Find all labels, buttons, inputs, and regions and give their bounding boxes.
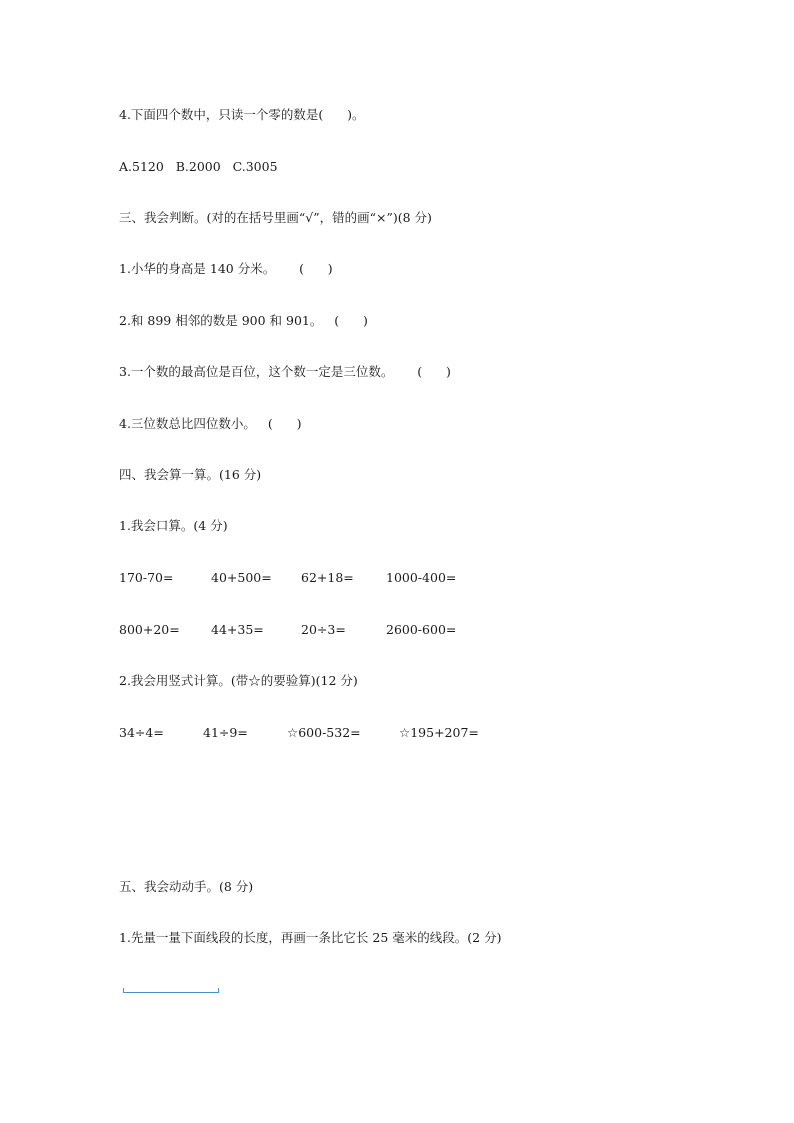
question-4-options: A.5120 B.2000 C.3005 — [119, 159, 278, 174]
oral-problem: 1000-400= — [386, 570, 457, 585]
written-problem: 34÷4= — [119, 725, 164, 740]
oral-problem: 170-70= — [119, 570, 174, 585]
judge-item-2: 2.和 899 相邻的数是 900 和 901。 ( ) — [119, 313, 368, 328]
oral-problem: 800+20= — [119, 622, 180, 637]
judge-item-1: 1.小华的身高是 140 分米。 ( ) — [119, 261, 333, 276]
judge-item-4: 4.三位数总比四位数小。 ( ) — [119, 416, 302, 431]
written-calc-heading: 2.我会用竖式计算。(带☆的要验算)(12 分) — [119, 673, 358, 688]
section-4-heading: 四、我会算一算。(16 分) — [119, 467, 262, 482]
written-problem: ☆195+207= — [399, 725, 479, 740]
line-segment-figure — [123, 988, 219, 993]
oral-problem: 40+500= — [211, 570, 272, 585]
section-5-heading: 五、我会动动手。(8 分) — [119, 879, 254, 894]
written-problem: ☆600-532= — [287, 725, 361, 740]
oral-problem: 44+35= — [211, 622, 264, 637]
question-4-title: 4.下面四个数中，只读一个零的数是( )。 — [119, 107, 365, 122]
oral-problem: 2600-600= — [386, 622, 457, 637]
oral-calc-heading: 1.我会口算。(4 分) — [119, 518, 228, 533]
oral-problem: 20÷3= — [301, 622, 346, 637]
oral-problem: 62+18= — [301, 570, 354, 585]
judge-item-3: 3.一个数的最高位是百位，这个数一定是三位数。 ( ) — [119, 364, 451, 379]
written-problem: 41÷9= — [203, 725, 248, 740]
measure-line-heading: 1.先量一量下面线段的长度，再画一条比它长 25 毫米的线段。(2 分) — [119, 930, 502, 945]
section-3-heading: 三、我会判断。(对的在括号里画“√”，错的画“×”)(8 分) — [119, 210, 432, 225]
